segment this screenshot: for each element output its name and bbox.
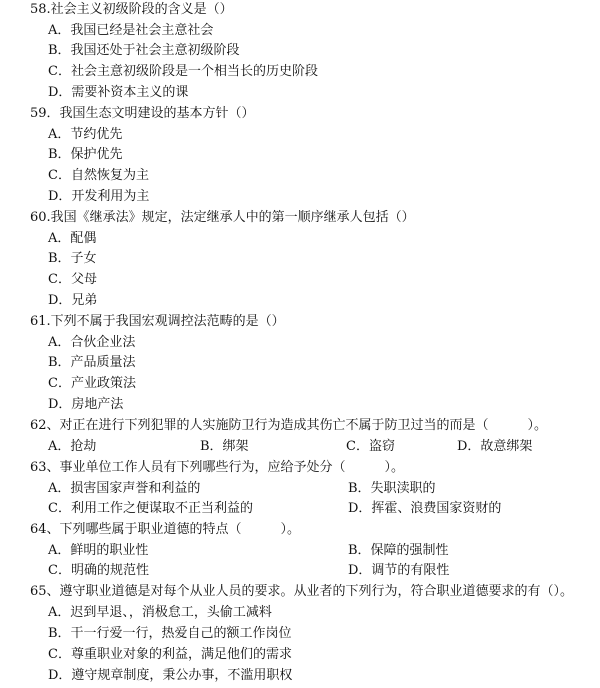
question-58-option-a: A．我国已经是社会主意社会 xyxy=(48,23,214,38)
question-64-option-b: B．保障的强制性 xyxy=(348,543,449,558)
question-63-option-b: B．失职渎职的 xyxy=(348,481,436,496)
question-62-option-c: C．盗窃 xyxy=(346,439,395,454)
question-59-stem: 59．我国生态文明建设的基本方针（） xyxy=(30,106,255,121)
question-63-options-row-2 xyxy=(48,500,588,518)
question-64-option-c: C．明确的规范性 xyxy=(48,563,149,578)
question-58-option-c: C．社会主意初级阶段是一个相当长的历史阶段 xyxy=(48,64,318,79)
question-60-option-d: D．兄弟 xyxy=(48,293,98,308)
question-62-option-a: A．抢劫 xyxy=(48,439,97,454)
question-63-option-a: A．损害国家声誉和利益的 xyxy=(48,481,201,496)
question-64-option-a: A．鲜明的职业性 xyxy=(48,543,149,558)
question-58-option-b: B．我国还处于社会主意初级阶段 xyxy=(48,43,240,58)
question-65-stem: 65、遵守职业道德是对每个从业人员的要求。从业者的下列行为，符合职业道德要求的有（）。 xyxy=(30,584,574,599)
question-62-stem: 62、对正在进行下列犯罪的人实施防卫行为造成其伤亡不属于防卫过当的而是（ ）。 xyxy=(30,418,548,433)
question-64-option-d: D．调节的有限性 xyxy=(348,563,450,578)
question-59-option-a: A．节约优先 xyxy=(48,127,123,142)
question-63-option-c: C．利用工作之便谋取不正当利益的 xyxy=(48,501,253,516)
question-65-option-b: B．干一行爱一行，热爱自己的额工作岗位 xyxy=(48,626,292,641)
question-61-option-c: C．产业政策法 xyxy=(48,376,136,391)
question-63-option-d: D．挥霍、浪费国家资财的 xyxy=(348,501,502,516)
question-64-options-row-2 xyxy=(48,562,588,580)
question-62-option-b: B．绑架 xyxy=(200,439,249,454)
question-64-stem: 64、下列哪些属于职业道德的特点（ ）。 xyxy=(30,522,301,537)
question-60-stem: 60.我国《继承法》规定，法定继承人中的第一顺序继承人包括（） xyxy=(30,210,415,225)
question-61-stem: 61.下列不属于我国宏观调控法范畴的是（） xyxy=(30,314,285,329)
question-63-options-row-1 xyxy=(48,480,588,498)
question-65-option-a: A．迟到早退、，消极怠工，头偷工减料 xyxy=(48,605,272,620)
question-61-option-d: D．房地产法 xyxy=(48,397,124,412)
question-62-options-row xyxy=(48,438,588,456)
question-59-option-b: B．保护优先 xyxy=(48,147,123,162)
question-60-option-a: A．配偶 xyxy=(48,231,97,246)
question-59-option-d: D．开发利用为主 xyxy=(48,189,150,204)
question-59-option-c: C．自然恢复为主 xyxy=(48,168,149,183)
question-58-option-d: D．需要补资本主义的课 xyxy=(48,85,189,100)
question-65-option-c: C．尊重职业对象的利益，满足他们的需求 xyxy=(48,647,292,662)
question-65-option-d: D．遵守规章制度，秉公办事，不滥用职权 xyxy=(48,668,293,683)
question-64-options-row-1 xyxy=(48,542,588,560)
question-58-stem: 58.社会主义初级阶段的含义是（） xyxy=(30,2,233,17)
question-60-option-b: B．子女 xyxy=(48,251,97,266)
question-63-stem: 63、事业单位工作人员有下列哪些行为，应给予处分（ ）。 xyxy=(30,460,405,475)
question-62-option-d: D．故意绑架 xyxy=(457,439,533,454)
question-61-option-a: A．合伙企业法 xyxy=(48,335,136,350)
question-60-option-c: C．父母 xyxy=(48,272,97,287)
question-61-option-b: B．产品质量法 xyxy=(48,355,136,370)
